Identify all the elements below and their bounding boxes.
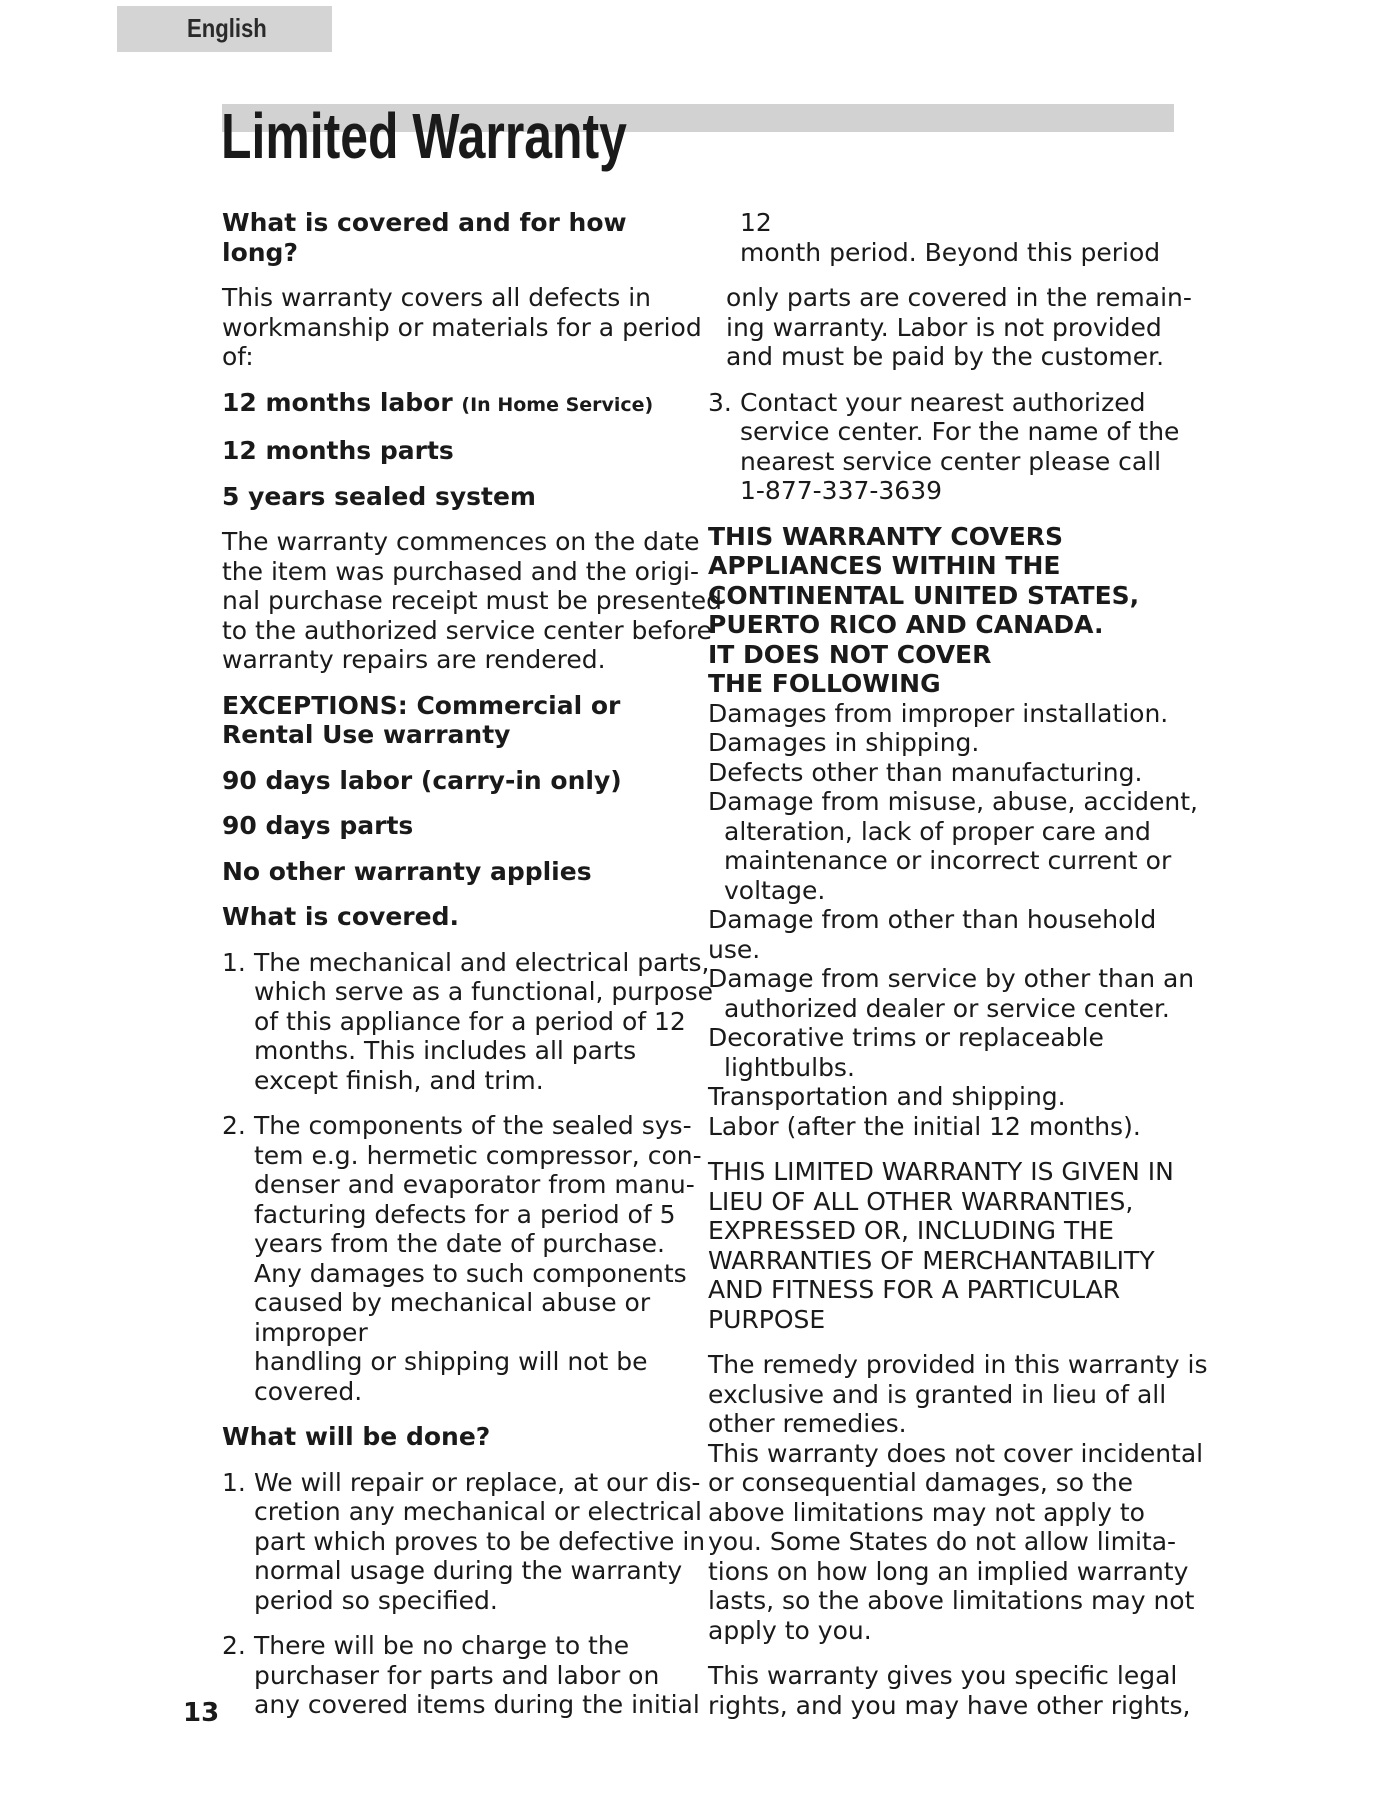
exclusion-item: Transportation and shipping. [708,1082,1066,1111]
exclusion-item: Damages in shipping. [708,728,980,757]
covered-list [222,947,713,1407]
exclusion-item: Damages from improper installation. [708,698,1169,728]
list-item: 3. Contact your nearest authorized service center. For the name of the nearest service center please call 1-877-337-3639 [708,387,1180,505]
page-number: 13 [183,1698,220,1728]
remedy-paragraph: The remedy provided in this warranty is exclusive and is granted in lieu of all other remedies. This warranty does not cover incidental or consequential damages, so the above limitations may not apply to you. Some States do not allow limita- tions on how long an implied warranty lasts, so the above limitations may not apply to you. [708,1350,1208,1645]
heading-exceptions: EXCEPTIONS: Commercial or Rental Use warranty [222,690,621,749]
page-title: Limited Warranty [221,100,627,172]
term-parts: 12 months parts [222,436,454,465]
coverage-intro: This warranty covers all defects in workmanship or materials for a period of: [222,283,702,371]
contact-list [708,388,1178,506]
heading-what-done: What will be done? [222,1422,491,1451]
term-labor-note: (In Home Service) [461,393,654,416]
exclusion-item: Labor (after the initial 12 months). [708,1111,1141,1141]
list-item: 1. We will repair or replace, at our dis- cretion any mechanical or electrical part which proves to be defective in normal usage during the warranty period so specified. [222,1467,706,1615]
continued-period: 12 month period. Beyond this period [740,208,1161,267]
heading-covered-how-long: What is covered and for how long? [222,208,627,267]
exclusion-item: Decorative trims or replaceable [708,1023,1104,1052]
exception-labor: 90 days labor (carry-in only) [222,765,622,795]
exception-parts: 90 days parts [222,811,414,840]
list-item: 2. The components of the sealed sys- tem e.g. hermetic compressor, con- denser and evaporator from manu- facturing defects for a period of 5 years from the date of purchase. Any damages to such components caused by mechanical abuse or improper handling or shipping will not be covered. [222,1111,702,1406]
language-tab [117,6,332,52]
left-column [222,208,723,1736]
list-item: 1. The mechanical and electrical parts, which serve as a functional, purpose of this appliance for a period of 12 months. This includes all parts except finish, and trim. [222,947,713,1095]
continued-labor-note: only parts are covered in the remain- ing warranty. Labor is not provided and must be paid by the customer. [726,283,1192,371]
coverage-territory: THIS WARRANTY COVERS APPLIANCES WITHIN THE CONTINENTAL UNITED STATES, PUERTO RICO AND CANADA. IT DOES NOT COVER THE FOLLOWING [708,521,1140,698]
exclusions-list: Damages from improper installation. Damages in shipping. Defects other than manufacturing. Damage from misuse, abuse, accident, alteration, lack of proper care and maintenance or incorrect current or voltage. Damage from other than household use. Damage from service by other than an authorized dealer or service center. Decorative trims or replaceable lightbulbs. Transportation and shipping. Labor (after the initial 12 months). [708,698,1198,1141]
exclusion-item: Defects other than manufacturing. [708,757,1143,787]
exclusion-item: Damage from other than household [708,905,1157,934]
rights-paragraph: This warranty gives you specific legal rights, and you may have other rights, [708,1661,1191,1720]
exclusion-item: Damage from misuse, abuse, accident, [708,787,1198,816]
list-item: 2. There will be no charge to the purchaser for parts and labor on any covered items during the initial [222,1631,700,1719]
right-column [708,208,1208,1736]
term-sealed-system: 5 years sealed system [222,481,536,511]
term-labor: 12 months labor (In Home Service) [222,387,654,417]
disclaimer-paragraph: THIS LIMITED WARRANTY IS GIVEN IN LIEU OF ALL OTHER WARRANTIES, EXPRESSED OR, INCLUDING THE WARRANTIES OF MERCHANTABILITY AND FITNESS FOR A PARTICULAR PURPOSE [708,1157,1174,1334]
language-label: English [187,13,267,43]
heading-what-covered: What is covered. [222,902,459,931]
commencement-paragraph: The warranty commences on the date the item was purchased and the origi- nal purchase receipt must be presented to the authorized service center before warranty repairs are rendered. [222,527,723,674]
done-list [222,1467,706,1720]
no-other-warranty: No other warranty applies [222,856,592,886]
exclusion-item: Damage from service by other than an [708,964,1195,993]
